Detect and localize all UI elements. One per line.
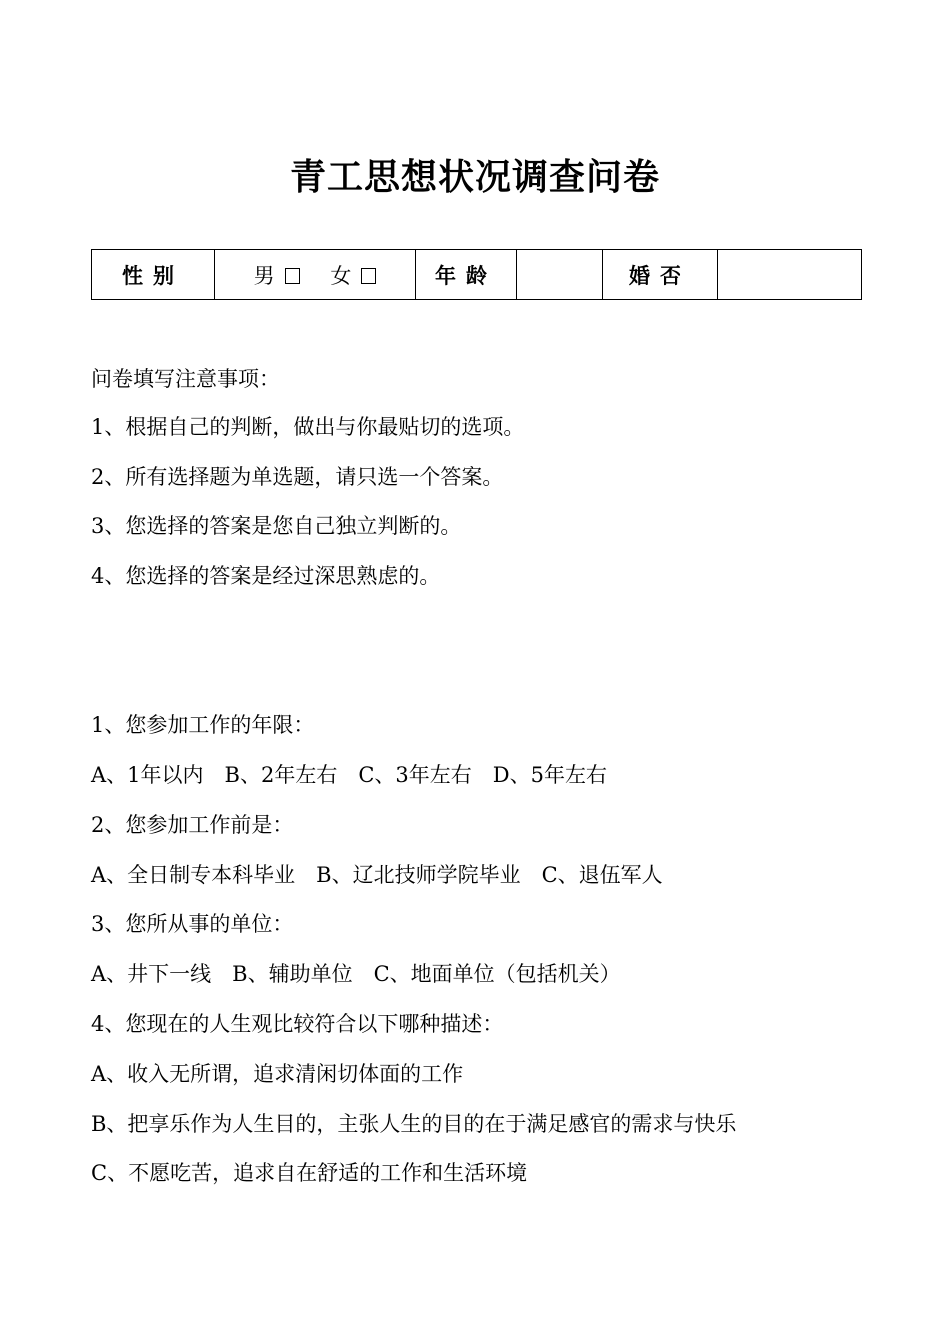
gender-options <box>215 250 416 300</box>
female-option[interactable] <box>330 260 376 290</box>
question-text: 3、您所从事的单位： <box>91 912 294 936</box>
question-text: 1、您参加工作的年限： <box>91 713 315 737</box>
question-option: A、收入无所谓，追求清闲切体面的工作 <box>91 1062 464 1086</box>
question-options: A、井下一线 B、辅助单位 C、地面单位（包括机关） <box>91 962 621 986</box>
note-item: 3、您选择的答案是您自己独立判断的。 <box>91 514 462 538</box>
question-option: C、不愿吃苦，追求自在舒适的工作和生活环境 <box>91 1161 528 1185</box>
marital-status-label: 婚否 <box>603 250 718 300</box>
female-checkbox[interactable] <box>361 268 376 284</box>
note-item: 4、您选择的答案是经过深思熟虑的。 <box>91 564 441 588</box>
notes-heading: 问卷填写注意事项： <box>91 367 280 391</box>
question-text: 2、您参加工作前是： <box>91 813 294 837</box>
personal-info-table <box>91 249 862 300</box>
note-item: 2、所有选择题为单选题，请只选一个答案。 <box>91 465 504 489</box>
male-label: 男 <box>253 263 275 288</box>
question-text: 4、您现在的人生观比较符合以下哪种描述： <box>91 1012 504 1036</box>
marital-status-field[interactable] <box>718 250 862 300</box>
age-label: 年龄 <box>416 250 517 300</box>
gender-label: 性别 <box>92 250 215 300</box>
male-option[interactable] <box>254 260 300 290</box>
age-field[interactable] <box>517 250 603 300</box>
male-checkbox[interactable] <box>285 268 300 284</box>
question-options: A、全日制专本科毕业 B、辽北技师学院毕业 C、退伍军人 <box>91 863 663 887</box>
note-item: 1、根据自己的判断，做出与你最贴切的选项。 <box>91 415 525 439</box>
document-title: 青工思想状况调查问卷 <box>289 157 660 198</box>
female-label: 女 <box>330 263 352 288</box>
question-options: A、1年以内 B、2年左右 C、3年左右 D、5年左右 <box>91 763 607 787</box>
question-option: B、把享乐作为人生目的，主张人生的目的在于满足感官的需求与快乐 <box>91 1112 737 1136</box>
